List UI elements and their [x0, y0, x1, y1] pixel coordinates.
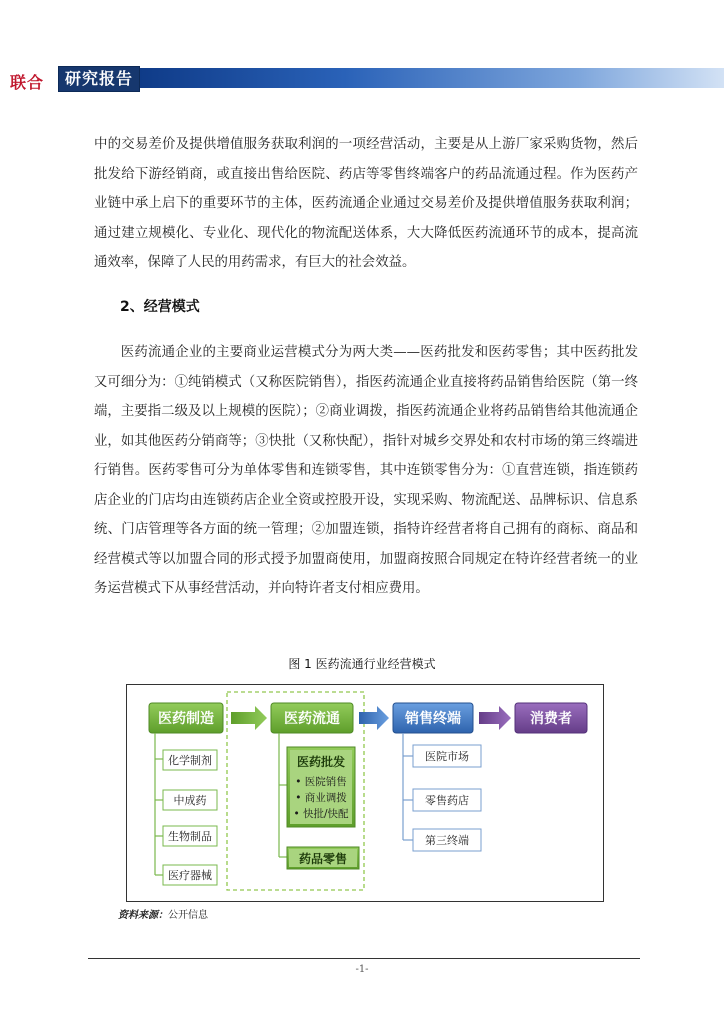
- wholesale-item: • 商业调拨: [295, 792, 347, 804]
- source-text: 公开信息: [168, 910, 208, 921]
- header-gradient-bar: [140, 68, 724, 88]
- manufacturing-item: 生物制品: [168, 830, 212, 843]
- manufacturing-item: 医疗器械: [168, 869, 212, 882]
- footer-divider: [88, 958, 640, 959]
- arrow-right-icon: [231, 706, 267, 730]
- brand-label: 研究报告: [58, 66, 140, 92]
- manufacturing-item: 化学制剂: [168, 754, 212, 767]
- stage-terminal-title: 销售终端: [405, 711, 461, 727]
- paragraph-2: 医药流通企业的主要商业运营模式分为两大类——医药批发和医药零售；其中医药批发又可细分为：①纯销模式（又称医院销售），指医药流通企业直接将药品销售给医院（第一终端，主要指二级及以上规模的医院）；②商业调拨，指医药流通企业将药品销售给其他流通企业，如其他医药分销商等；③快批（又称快配），指针对城乡交界处和农村市场的第三终端进行销售。医药零售可分为单体零售和连锁零售，其中连锁零售分为：①直营连锁，指连锁药店企业的门店均由连锁药店企业全资或控股开设，实现采购、物流配送、品牌标识、信息系统、门店管理等各方面的统一管理；②加盟连锁，指特许经营者将自己拥有的商标、商品和经营模式等以加盟合同的形式授予加盟商使用，加盟商按照合同规定在特许经营者统一的业务运营模式下从事经营活动，并向特许者支付相应费用。: [94, 345, 638, 596]
- stage-distribution-title: 医药流通: [284, 711, 340, 727]
- stage-manufacturing-title: 医药制造: [158, 711, 214, 727]
- section-title: 2、经营模式: [120, 299, 200, 315]
- brand-name: 联合: [10, 73, 45, 92]
- stage-consumer-title: 消费者: [530, 711, 572, 727]
- business-model-diagram: [126, 684, 604, 902]
- wholesale-title: 医药批发: [296, 755, 346, 769]
- terminal-item: 医院市场: [425, 750, 469, 763]
- report-header: [0, 66, 724, 90]
- wholesale-item: • 医院销售: [295, 776, 347, 788]
- terminal-item: 第三终端: [425, 834, 469, 847]
- paragraph-1: 中的交易差价及提供增值服务获取利润的一项经营活动，主要是从上游厂家采购货物，然后批发给下游经销商，或直接出售给医院、药店等零售终端客户的药品流通过程。作为医药产业链中承上启下的重要环节的主体，医药流通企业通过交易差价及提供增值服务获取利润；通过建立规模化、专业化、现代化的物流配送体系，大大降低医药流通环节的成本，提高流通效率，保障了人民的用药需求，有巨大的社会效益。: [94, 137, 638, 270]
- arrow-right-icon: [479, 706, 511, 730]
- source-label: 资料来源：: [118, 910, 168, 921]
- terminal-item: 零售药店: [425, 794, 469, 807]
- figure-caption: 图 1 医药流通行业经营模式: [288, 657, 436, 671]
- page-number: -1-: [355, 964, 369, 975]
- figure-source: [118, 906, 208, 921]
- manufacturing-item: 中成药: [173, 794, 207, 807]
- wholesale-item: • 快批/快配: [293, 808, 349, 820]
- retail-label: 药品零售: [298, 852, 348, 866]
